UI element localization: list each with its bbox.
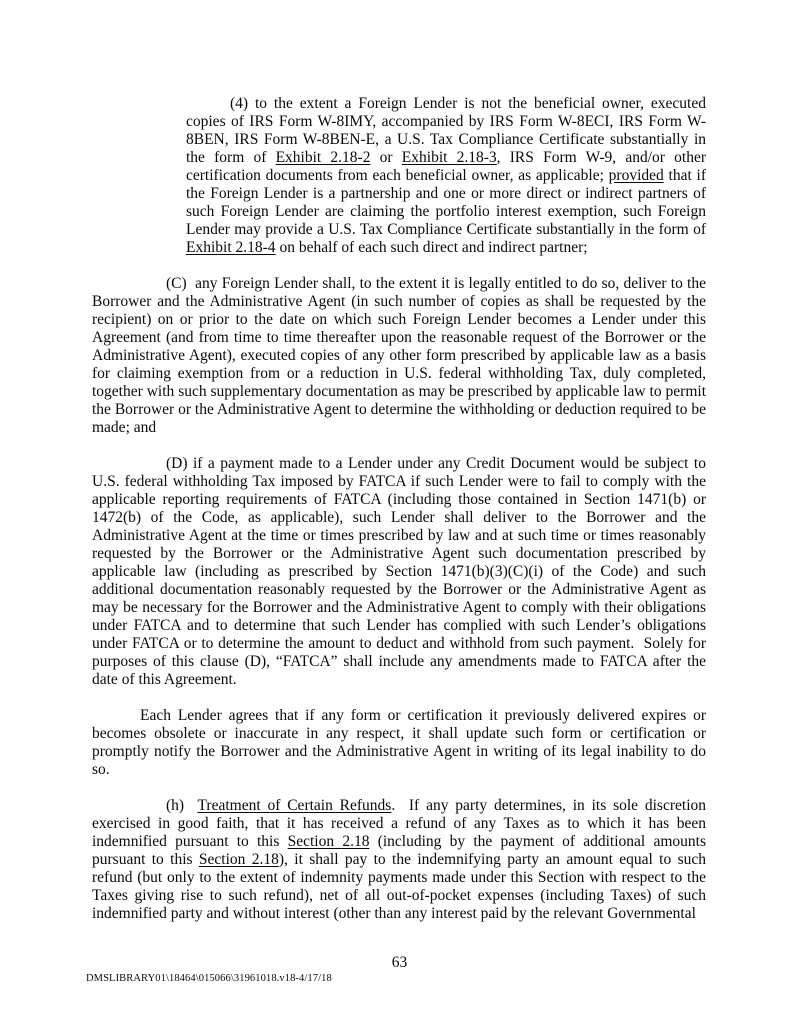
text-run: , IRS Form W-9, and/or other certification documents from each beneficial owner, as applicable; (186, 149, 706, 184)
text-run: (C) any Foreign Lender shall, to the extent it is legally entitled to do so, deliver to the Borrower and the Administrative Agent (in such number of copies as shall be requested by the recipient) on or prior to the date on which such Foreign Lender becomes a Lender under this Agreement (and from time to time thereafter upon the reasonable request of the Borrower or the Administrative Agent), executed copies of any other form prescribed by applicable law as a basis for claiming exemption from or a reduction in U.S. federal withholding Tax, duly completed, together with such supplementary documentation as may be prescribed by applicable law to permit the Borrower or the Administrative Agent to determine the withholding or deduction required to be made; and (92, 275, 706, 436)
document-text (92, 95, 706, 941)
text-run: Each Lender agrees that if any form or certification it previously delivered expires or becomes obsolete or inaccurate in any respect, it shall update such form or certification or promptly notify the Borrower and the Administrative Agent in writing of its legal inability to do so. (92, 707, 706, 778)
underlined-reference: Exhibit 2.18-2 (275, 149, 371, 166)
text-run: (D) if a payment made to a Lender under any Credit Document would be subject to U.S. federal withholding Tax imposed by FATCA if such Lender were to fail to comply with the applicable reporting requirements of FATCA (including those contained in Section 1471(b) or 1472(b) of the Code, as applicable), such Lender shall deliver to the Borrower and the Administrative Agent at the time or times prescribed by law and at such time or times reasonably requested by the Borrower or the Administrative Agent such documentation prescribed by applicable law (including as prescribed by Section 1471(b)(3)(C)(i) of the Code) and such additional documentation reasonably requested by the Borrower or the Administrative Agent as may be necessary for the Borrower and the Administrative Agent to comply with their obligations under FATCA and to determine that such Lender has complied with such Lender’s obligations under FATCA or to determine the amount to deduct and withhold from such payment. Solely for purposes of this clause (D), “FATCA” shall include any amendments made to FATCA after the date of this Agreement. (92, 455, 706, 688)
page-number: 63 (391, 954, 408, 971)
underlined-reference: provided (608, 167, 664, 184)
text-run: (4) to the extent a Foreign Lender is not the beneficial owner, executed copies of IRS Form W-8IMY, accompanied by IRS Form W-8ECI, IRS Form W-8BEN, IRS Form W-8BEN-E, a U.S. Tax Compliance Certificate substantially in the form of (186, 95, 706, 166)
paragraph-lender-update (92, 707, 706, 779)
paragraph-clause-c (92, 275, 706, 437)
underlined-reference: Exhibit 2.18-3 (401, 149, 497, 166)
paragraph-clause-d (92, 455, 706, 689)
paragraph-clause-4 (186, 95, 706, 257)
text-run: . If any party determines, in its sole discretion exercised in good faith, that it has received a refund of any Taxes as to which it has been indemnified pursuant to this (92, 797, 707, 850)
text-run: ), it shall pay to the indemnifying party an amount equal to such refund (but only to the extent of indemnity payments made under this Section with respect to the Taxes giving rise to such refund), net of all out-of-pocket expenses (including Taxes) of such indemnified party and without interest (other than any interest paid by the relevant Governmental (92, 851, 706, 922)
text-run: (including by the payment of additional amounts pursuant to this (92, 833, 706, 868)
document-id-footer: DMSLIBRARY01\18464\015066\31961018.v18-4/17/18 (86, 973, 332, 984)
paragraph-clause-h (92, 797, 706, 923)
underlined-reference: Exhibit 2.18-4 (186, 239, 276, 256)
underlined-reference: Treatment of Certain Refunds (197, 797, 392, 814)
text-run: that if the Foreign Lender is a partnership and one or more direct or indirect partners of such Foreign Lender are claiming the portfolio interest exemption, such Foreign Lender may provide a U.S. Tax Compliance Certificate substantially in the form of (186, 167, 707, 238)
text-run: (h) (166, 797, 198, 814)
underlined-reference: Section 2.18 (287, 833, 370, 850)
text-run: or (370, 149, 402, 166)
underlined-reference: Section 2.18 (198, 851, 279, 868)
text-run: on behalf of each such direct and indirect partner; (275, 239, 588, 256)
